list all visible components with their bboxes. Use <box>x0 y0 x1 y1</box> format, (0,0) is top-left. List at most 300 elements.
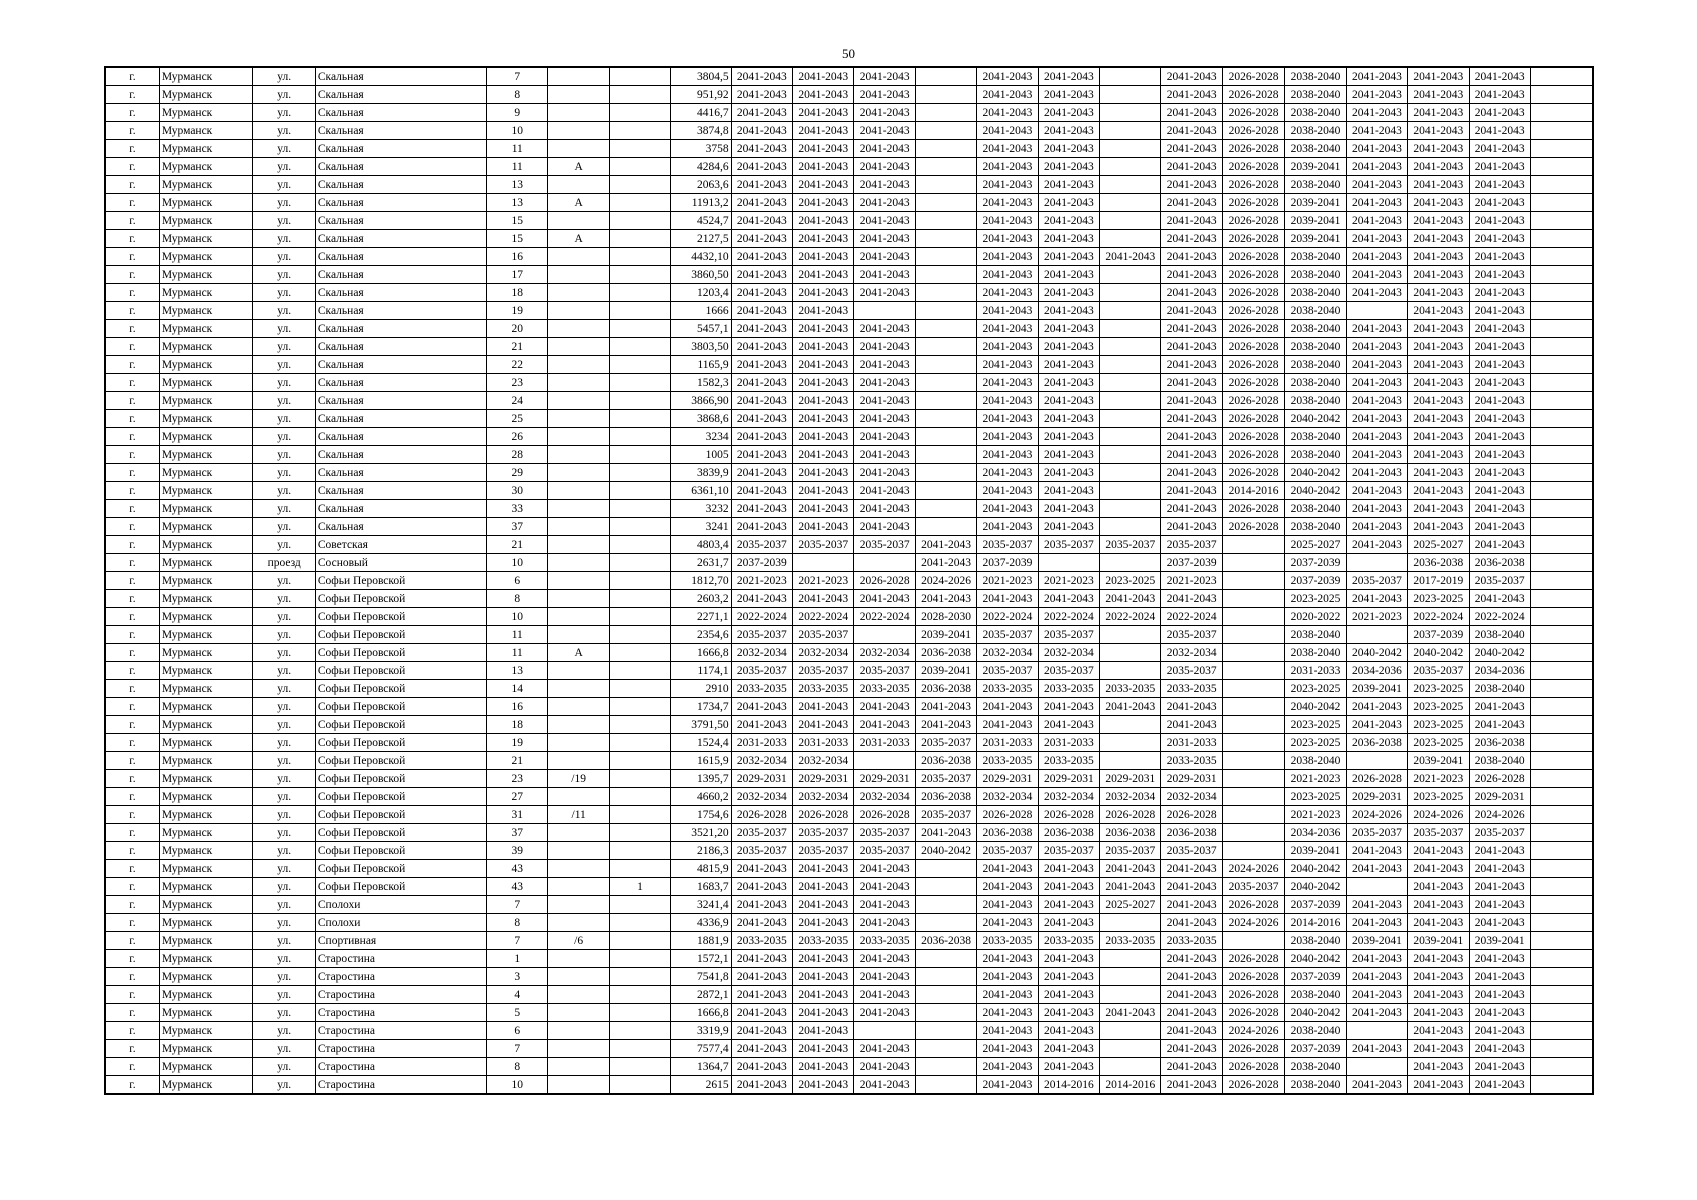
repair-period-cell: 2026-2028 <box>1222 67 1284 86</box>
locality-type-cell: г. <box>105 410 159 428</box>
street-type-cell: ул. <box>253 320 315 338</box>
repair-period-cell: 2041-2043 <box>1469 1004 1530 1022</box>
repair-period-cell <box>1530 464 1593 482</box>
repair-period-cell: 2026-2028 <box>1222 338 1284 356</box>
repair-period-cell: 2021-2023 <box>731 572 792 590</box>
corpus-cell <box>609 392 670 410</box>
street-type-cell: ул. <box>253 86 315 104</box>
repair-period-cell <box>915 374 976 392</box>
corpus-cell <box>609 536 670 554</box>
locality-type-cell: г. <box>105 518 159 536</box>
street-cell: Скальная <box>315 392 486 410</box>
house-number-cell: 25 <box>487 410 548 428</box>
repair-period-cell: 2026-2028 <box>1222 122 1284 140</box>
repair-period-cell: 2021-2023 <box>1038 572 1099 590</box>
house-number-cell: 20 <box>487 320 548 338</box>
repair-period-cell: 2041-2043 <box>854 338 915 356</box>
repair-period-cell: 2041-2043 <box>977 284 1038 302</box>
corpus-cell <box>609 752 670 770</box>
repair-period-cell: 2026-2028 <box>1222 248 1284 266</box>
locality-type-cell: г. <box>105 86 159 104</box>
table-row <box>105 230 1593 248</box>
repair-period-cell <box>915 212 976 230</box>
repair-period-cell: 2032-2034 <box>977 788 1038 806</box>
repair-period-cell: 2041-2043 <box>1469 428 1530 446</box>
street-cell: Софьи Перовской <box>315 860 486 878</box>
locality-type-cell: г. <box>105 752 159 770</box>
repair-period-cell: 2035-2037 <box>1161 662 1222 680</box>
street-type-cell: ул. <box>253 842 315 860</box>
street-cell: Старостина <box>315 1058 486 1076</box>
table-row <box>105 158 1593 176</box>
repair-period-cell: 2041-2043 <box>1100 860 1161 878</box>
repair-period-cell: 2026-2028 <box>1222 1076 1284 1095</box>
repair-period-cell: 2023-2025 <box>1408 698 1469 716</box>
area-cell: 4336,9 <box>671 914 731 932</box>
street-cell: Софьи Перовской <box>315 644 486 662</box>
table-row <box>105 266 1593 284</box>
repair-period-cell: 2035-2037 <box>915 770 976 788</box>
repair-period-cell: 2041-2043 <box>1038 878 1099 896</box>
repair-period-cell: 2041-2043 <box>731 716 792 734</box>
locality-type-cell: г. <box>105 1058 159 1076</box>
repair-period-cell: 2041-2043 <box>1161 86 1222 104</box>
house-number-cell: 10 <box>487 1076 548 1095</box>
repair-period-cell: 2039-2041 <box>1285 158 1346 176</box>
repair-period-cell: 2035-2037 <box>854 824 915 842</box>
house-number-cell: 29 <box>487 464 548 482</box>
locality-type-cell: г. <box>105 716 159 734</box>
locality-type-cell: г. <box>105 770 159 788</box>
repair-period-cell <box>1100 500 1161 518</box>
repair-period-cell: 2041-2043 <box>731 500 792 518</box>
repair-period-cell: 2041-2043 <box>1408 428 1469 446</box>
house-number-cell: 37 <box>487 824 548 842</box>
street-cell: Софьи Перовской <box>315 590 486 608</box>
repair-period-cell: 2041-2043 <box>1469 1040 1530 1058</box>
street-type-cell: ул. <box>253 878 315 896</box>
repair-period-cell: 2041-2043 <box>1408 518 1469 536</box>
corpus-cell <box>609 842 670 860</box>
locality-type-cell: г. <box>105 212 159 230</box>
repair-period-cell: 2036-2038 <box>1408 554 1469 572</box>
repair-period-cell: 2041-2043 <box>1161 464 1222 482</box>
repair-period-cell: 2041-2043 <box>1469 716 1530 734</box>
repair-period-cell: 2041-2043 <box>1038 284 1099 302</box>
street-cell: Сосновый <box>315 554 486 572</box>
repair-period-cell: 2041-2043 <box>793 248 854 266</box>
area-cell: 1666 <box>671 302 731 320</box>
repair-period-cell: 2041-2043 <box>1161 356 1222 374</box>
repair-period-cell: 2038-2040 <box>1469 752 1530 770</box>
street-type-cell: ул. <box>253 212 315 230</box>
repair-period-cell <box>1222 644 1284 662</box>
repair-period-cell <box>915 1022 976 1040</box>
repair-period-cell: 2040-2042 <box>1285 950 1346 968</box>
street-type-cell: ул. <box>253 806 315 824</box>
repair-period-cell: 2036-2038 <box>1469 734 1530 752</box>
building-letter-cell <box>548 626 609 644</box>
area-cell: 1572,1 <box>671 950 731 968</box>
repair-period-cell: 2026-2028 <box>1222 500 1284 518</box>
street-type-cell: ул. <box>253 1076 315 1095</box>
repair-period-cell <box>915 914 976 932</box>
repair-period-cell: 2041-2043 <box>1469 374 1530 392</box>
repair-period-cell: 2041-2043 <box>977 176 1038 194</box>
locality-type-cell: г. <box>105 446 159 464</box>
repair-period-cell: 2038-2040 <box>1285 932 1346 950</box>
locality-type-cell: г. <box>105 356 159 374</box>
repair-period-cell <box>915 320 976 338</box>
house-number-cell: 9 <box>487 104 548 122</box>
repair-period-cell: 2035-2037 <box>854 842 915 860</box>
house-number-cell: 21 <box>487 338 548 356</box>
locality-type-cell: г. <box>105 824 159 842</box>
building-letter-cell <box>548 392 609 410</box>
locality-type-cell: г. <box>105 104 159 122</box>
repair-period-cell: 2037-2039 <box>1285 1040 1346 1058</box>
street-type-cell: ул. <box>253 932 315 950</box>
repair-period-cell: 2041-2043 <box>854 1058 915 1076</box>
repair-period-cell <box>915 518 976 536</box>
repair-period-cell: 2032-2034 <box>731 644 792 662</box>
repair-period-cell <box>1530 644 1593 662</box>
area-cell: 2186,3 <box>671 842 731 860</box>
repair-period-cell <box>1530 446 1593 464</box>
repair-period-cell <box>1100 374 1161 392</box>
repair-period-cell: 2032-2034 <box>1038 644 1099 662</box>
building-letter-cell <box>548 986 609 1004</box>
table-row <box>105 914 1593 932</box>
repair-period-cell: 2041-2043 <box>1408 230 1469 248</box>
street-type-cell: ул. <box>253 464 315 482</box>
house-number-cell: 33 <box>487 500 548 518</box>
house-number-cell: 6 <box>487 1022 548 1040</box>
repair-period-cell <box>1100 410 1161 428</box>
building-letter-cell <box>548 1040 609 1058</box>
repair-period-cell: 2041-2043 <box>915 590 976 608</box>
repair-period-cell: 2041-2043 <box>1038 446 1099 464</box>
repair-period-cell <box>1530 1076 1593 1095</box>
repair-period-cell: 2041-2043 <box>977 392 1038 410</box>
corpus-cell <box>609 644 670 662</box>
repair-period-cell: 2041-2043 <box>793 986 854 1004</box>
table-row <box>105 464 1593 482</box>
repair-period-cell: 2026-2028 <box>731 806 792 824</box>
repair-period-cell: 2034-2036 <box>1285 824 1346 842</box>
repair-period-cell: 2032-2034 <box>731 752 792 770</box>
street-type-cell: ул. <box>253 914 315 932</box>
building-letter-cell <box>548 716 609 734</box>
table-row <box>105 248 1593 266</box>
street-cell: Скальная <box>315 482 486 500</box>
street-type-cell: ул. <box>253 248 315 266</box>
repair-period-cell: 2036-2038 <box>1346 734 1407 752</box>
repair-period-cell: 2041-2043 <box>1161 230 1222 248</box>
repair-period-cell: 2041-2043 <box>1038 860 1099 878</box>
city-cell: Мурманск <box>159 536 253 554</box>
repair-period-cell: 2041-2043 <box>1038 122 1099 140</box>
repair-period-cell: 2041-2043 <box>1161 590 1222 608</box>
table-row <box>105 302 1593 320</box>
building-letter-cell <box>548 248 609 266</box>
building-letter-cell: А <box>548 230 609 248</box>
street-cell: Скальная <box>315 122 486 140</box>
repair-period-cell: 2033-2035 <box>977 752 1038 770</box>
area-cell: 6361,10 <box>671 482 731 500</box>
house-number-cell: 10 <box>487 608 548 626</box>
locality-type-cell: г. <box>105 158 159 176</box>
corpus-cell <box>609 950 670 968</box>
repair-period-cell: 2041-2043 <box>731 590 792 608</box>
street-cell: Софьи Перовской <box>315 608 486 626</box>
repair-period-cell: 2026-2028 <box>1222 266 1284 284</box>
repair-period-cell: 2032-2034 <box>1100 788 1161 806</box>
repair-period-cell <box>1100 554 1161 572</box>
locality-type-cell: г. <box>105 464 159 482</box>
repair-period-cell <box>1100 104 1161 122</box>
repair-period-cell: 2041-2043 <box>1408 140 1469 158</box>
locality-type-cell: г. <box>105 950 159 968</box>
building-letter-cell <box>548 1004 609 1022</box>
area-cell: 4660,2 <box>671 788 731 806</box>
repair-period-cell <box>1100 176 1161 194</box>
repair-period-cell: 2041-2043 <box>977 860 1038 878</box>
street-cell: Спортивная <box>315 932 486 950</box>
table-row <box>105 716 1593 734</box>
street-cell: Старостина <box>315 950 486 968</box>
repair-period-cell: 2039-2041 <box>1285 194 1346 212</box>
table-row <box>105 842 1593 860</box>
repair-period-cell: 2029-2031 <box>1038 770 1099 788</box>
city-cell: Мурманск <box>159 446 253 464</box>
area-cell: 4815,9 <box>671 860 731 878</box>
repair-period-cell: 2041-2043 <box>1408 86 1469 104</box>
table-row <box>105 67 1593 86</box>
repair-period-cell <box>915 266 976 284</box>
repair-period-cell: 2041-2043 <box>854 176 915 194</box>
street-cell: Скальная <box>315 67 486 86</box>
repair-period-cell <box>1530 302 1593 320</box>
locality-type-cell: г. <box>105 878 159 896</box>
repair-period-cell: 2023-2025 <box>1408 590 1469 608</box>
street-cell: Старостина <box>315 1022 486 1040</box>
repair-period-cell <box>1100 230 1161 248</box>
locality-type-cell: г. <box>105 1040 159 1058</box>
corpus-cell <box>609 248 670 266</box>
repair-period-cell: 2031-2033 <box>793 734 854 752</box>
repair-period-cell: 2041-2043 <box>1161 104 1222 122</box>
repair-period-cell: 2041-2043 <box>1346 590 1407 608</box>
repair-period-cell <box>1222 662 1284 680</box>
street-type-cell: ул. <box>253 608 315 626</box>
corpus-cell <box>609 482 670 500</box>
repair-period-cell: 2041-2043 <box>793 392 854 410</box>
repair-period-cell: 2041-2043 <box>977 986 1038 1004</box>
table-row <box>105 860 1593 878</box>
city-cell: Мурманск <box>159 1022 253 1040</box>
repair-period-cell <box>915 1076 976 1095</box>
repair-period-cell <box>1530 374 1593 392</box>
repair-period-cell: 2038-2040 <box>1285 986 1346 1004</box>
repair-period-cell: 2041-2043 <box>731 230 792 248</box>
repair-period-cell: 2038-2040 <box>1285 140 1346 158</box>
corpus-cell <box>609 572 670 590</box>
street-cell: Софьи Перовской <box>315 878 486 896</box>
repair-period-cell: 2041-2043 <box>1161 392 1222 410</box>
repair-period-cell: 2041-2043 <box>1469 284 1530 302</box>
repair-period-cell: 2041-2043 <box>1469 67 1530 86</box>
repair-period-cell <box>915 104 976 122</box>
building-letter-cell: А <box>548 194 609 212</box>
table-row <box>105 284 1593 302</box>
repair-period-cell: 2035-2037 <box>1038 842 1099 860</box>
repair-period-cell: 2031-2033 <box>731 734 792 752</box>
repair-period-cell: 2026-2028 <box>1222 410 1284 428</box>
repair-period-cell: 2041-2043 <box>1038 356 1099 374</box>
repair-period-cell <box>1100 338 1161 356</box>
repair-period-cell: 2024-2026 <box>1222 1022 1284 1040</box>
area-cell: 3241,4 <box>671 896 731 914</box>
area-cell: 2910 <box>671 680 731 698</box>
repair-period-cell: 2029-2031 <box>854 770 915 788</box>
repair-period-cell: 2041-2043 <box>731 284 792 302</box>
repair-period-cell <box>915 86 976 104</box>
repair-period-cell: 2041-2043 <box>793 140 854 158</box>
repair-period-cell: 2023-2025 <box>1285 680 1346 698</box>
repair-period-cell: 2041-2043 <box>731 194 792 212</box>
house-number-cell: 7 <box>487 67 548 86</box>
repair-period-cell: 2026-2028 <box>1222 1058 1284 1076</box>
repair-period-cell: 2041-2043 <box>793 374 854 392</box>
repair-period-cell: 2041-2043 <box>731 896 792 914</box>
repair-period-cell: 2041-2043 <box>1161 320 1222 338</box>
table-row <box>105 320 1593 338</box>
repair-period-cell: 2041-2043 <box>1346 716 1407 734</box>
area-cell: 1364,7 <box>671 1058 731 1076</box>
house-number-cell: 18 <box>487 716 548 734</box>
repair-period-cell: 2041-2043 <box>1408 392 1469 410</box>
repair-period-cell: 2041-2043 <box>1408 860 1469 878</box>
repair-period-cell: 2041-2043 <box>731 176 792 194</box>
city-cell: Мурманск <box>159 356 253 374</box>
repair-period-cell: 2035-2037 <box>731 824 792 842</box>
repair-period-cell: 2041-2043 <box>1469 950 1530 968</box>
repair-period-cell: 2041-2043 <box>793 320 854 338</box>
repair-period-cell: 2041-2043 <box>1408 67 1469 86</box>
house-number-cell: 24 <box>487 392 548 410</box>
repair-period-cell: 2041-2043 <box>793 482 854 500</box>
city-cell: Мурманск <box>159 122 253 140</box>
corpus-cell <box>609 806 670 824</box>
repair-period-cell: 2041-2043 <box>977 104 1038 122</box>
repair-period-cell: 2036-2038 <box>915 680 976 698</box>
repair-period-cell <box>915 356 976 374</box>
repair-period-cell <box>1222 698 1284 716</box>
repair-period-cell: 2041-2043 <box>793 914 854 932</box>
repair-period-cell: 2041-2043 <box>854 986 915 1004</box>
building-letter-cell <box>548 734 609 752</box>
street-cell: Софьи Перовской <box>315 770 486 788</box>
repair-period-cell <box>1530 842 1593 860</box>
street-cell: Скальная <box>315 410 486 428</box>
building-letter-cell: /11 <box>548 806 609 824</box>
repair-period-cell: 2041-2043 <box>793 86 854 104</box>
repair-period-cell: 2041-2043 <box>854 104 915 122</box>
repair-period-cell <box>1530 392 1593 410</box>
repair-period-cell: 2041-2043 <box>793 464 854 482</box>
corpus-cell <box>609 86 670 104</box>
repair-period-cell: 2041-2043 <box>854 500 915 518</box>
repair-period-cell: 2039-2041 <box>915 662 976 680</box>
repair-period-cell: 2041-2043 <box>1469 464 1530 482</box>
repair-period-cell: 2041-2043 <box>1346 464 1407 482</box>
repair-period-cell: 2038-2040 <box>1285 86 1346 104</box>
building-letter-cell <box>548 914 609 932</box>
building-letter-cell <box>548 338 609 356</box>
table-row <box>105 176 1593 194</box>
repair-period-cell <box>1100 968 1161 986</box>
repair-period-cell: 2035-2037 <box>793 842 854 860</box>
house-number-cell: 30 <box>487 482 548 500</box>
repair-period-cell: 2041-2043 <box>1346 896 1407 914</box>
repair-period-cell: 2041-2043 <box>1346 518 1407 536</box>
repair-period-cell <box>1038 554 1099 572</box>
repair-period-cell: 2038-2040 <box>1285 1022 1346 1040</box>
street-type-cell: ул. <box>253 356 315 374</box>
house-number-cell: 43 <box>487 878 548 896</box>
repair-period-cell <box>1222 554 1284 572</box>
locality-type-cell: г. <box>105 500 159 518</box>
area-cell: 2063,6 <box>671 176 731 194</box>
repair-period-cell: 2041-2043 <box>977 446 1038 464</box>
repair-period-cell: 2041-2043 <box>731 698 792 716</box>
repair-period-cell: 2026-2028 <box>1222 230 1284 248</box>
repair-period-cell <box>1346 626 1407 644</box>
repair-period-cell <box>1100 986 1161 1004</box>
corpus-cell <box>609 284 670 302</box>
street-type-cell: ул. <box>253 1040 315 1058</box>
repair-period-cell: 2017-2019 <box>1408 572 1469 590</box>
building-letter-cell <box>548 662 609 680</box>
repair-period-cell: 2041-2043 <box>1161 410 1222 428</box>
repair-period-cell: 2041-2043 <box>977 302 1038 320</box>
repair-period-cell: 2022-2024 <box>1161 608 1222 626</box>
locality-type-cell: г. <box>105 482 159 500</box>
repair-period-cell <box>1530 1058 1593 1076</box>
house-number-cell: 13 <box>487 662 548 680</box>
street-type-cell: ул. <box>253 536 315 554</box>
repair-period-cell: 2026-2028 <box>1038 806 1099 824</box>
repair-period-cell: 2041-2043 <box>793 950 854 968</box>
house-number-cell: 19 <box>487 734 548 752</box>
repair-period-cell <box>915 230 976 248</box>
repair-period-cell: 2041-2043 <box>1408 266 1469 284</box>
repair-period-cell: 2041-2043 <box>793 1058 854 1076</box>
city-cell: Мурманск <box>159 302 253 320</box>
repair-period-cell: 2041-2043 <box>793 122 854 140</box>
repair-period-cell: 2041-2043 <box>1408 950 1469 968</box>
repair-period-cell: 2041-2043 <box>1161 194 1222 212</box>
street-type-cell: ул. <box>253 230 315 248</box>
building-letter-cell <box>548 752 609 770</box>
repair-period-cell <box>915 428 976 446</box>
locality-type-cell: г. <box>105 284 159 302</box>
repair-period-cell: 2041-2043 <box>1346 1076 1407 1095</box>
table-row <box>105 680 1593 698</box>
repair-period-cell <box>854 1022 915 1040</box>
building-letter-cell <box>548 500 609 518</box>
